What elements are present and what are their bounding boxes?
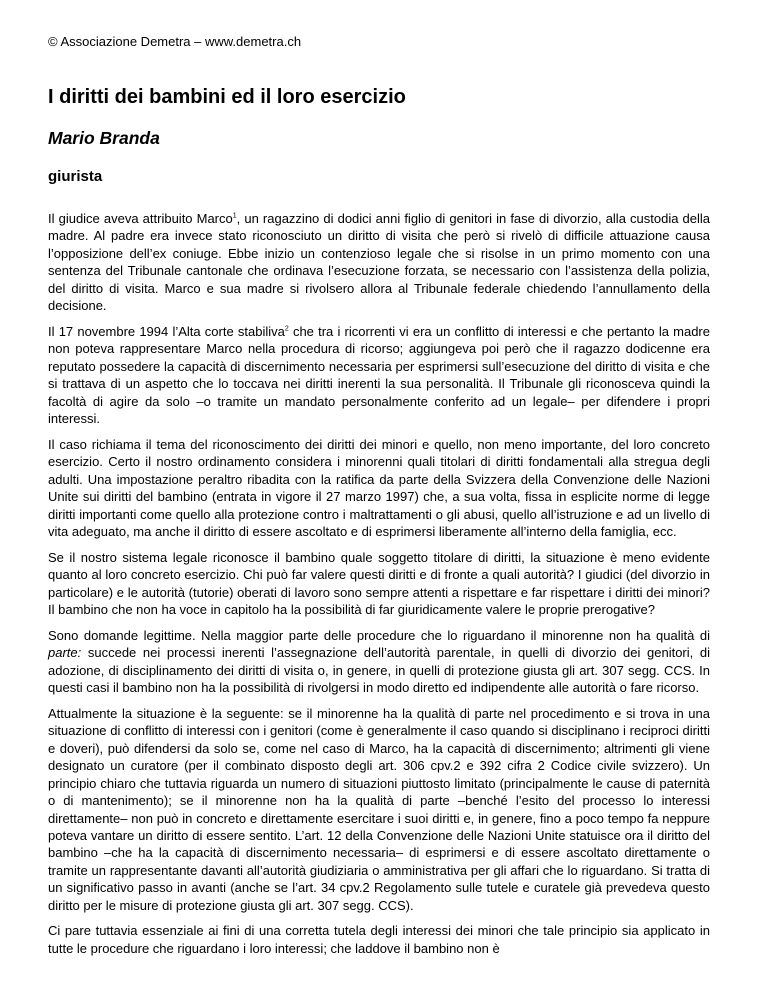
footnote-ref-1: 1 bbox=[232, 212, 237, 220]
paragraph-5-emphasis: parte: bbox=[48, 645, 82, 661]
paragraph-1 bbox=[48, 210, 710, 314]
paragraph-3: Il caso richiama il tema del riconoscimento dei diritti dei minori e quello, non meno importante, del loro concreto esercizio. Certo il nostro ordinamento considera i minorenni quali titolari di diritti fondamentali alla stregua degli adulti. Una impostazione peraltro ribadita con la ratifica da parte della Svizzera della Convenzione delle Nazioni Unite sui diritti del bambino (entrata in vigore il 27 marzo 1997) che, a sua volta, fissa in esplicite norme di legge diritti importanti come quello alla protezione contro i maltrattamenti o gli abusi, quello all’istruzione e ad un livello di vita adeguato, ma anche il diritto di essere ascoltato e di esprimersi liberamente all’interno della famiglia, ecc. bbox=[48, 436, 710, 539]
article-title: I diritti dei bambini ed il loro esercizio bbox=[48, 86, 406, 108]
paragraph-5-rest: succede nei processi inerenti l’assegnazione dell’autorità parentale, in quelli di divorzio dei genitori, di adozione, di disciplinamento dei diritti di visita o, in genere, in quelli di protezione giusta gli art. 307 segg. CCS. In questi casi il bambino non ha la possibilità di rivolgersi in modo diretto ed indipendente alle autorità o fare ricorso. bbox=[48, 645, 710, 696]
footnote-ref-2: 2 bbox=[284, 325, 289, 333]
paragraph-2-start: Il 17 novembre 1994 l’Alta corte stabiliva bbox=[48, 323, 285, 339]
paragraph-5-start: Sono domande legittime. Nella maggior parte delle procedure che lo riguardano il minorenne non ha qualità di bbox=[48, 627, 710, 643]
paragraph-2-rest: che tra i ricorrenti vi era un conflitto di interessi e che pertanto la madre non poteva rappresentare Marco nella procedura di ricorso; aggiungeva poi però che il ragazzo dodicenne era reputato possedere la capacità di discernimento necessaria per esprimersi sull’esecuzione del diritto di visita e che si trattava di un aspetto che lo toccava nei diritti inerenti la sua personalità. Il Tribunale gli riconosceva quindi la facoltà di agire da solo –o tramite un mandato personalmente conferito ad un legale– per difendere i propri interessi. bbox=[48, 323, 710, 426]
paragraph-7: Ci pare tuttavia essenziale ai fini di una corretta tutela degli interessi dei minori che tale principio sia applicato in tutte le procedure che riguardano i loro interessi; che laddove il bambino non è bbox=[48, 923, 710, 956]
paragraph-5 bbox=[48, 627, 710, 697]
paragraph-1-rest: , un ragazzino di dodici anni figlio di genitori in fase di divorzio, alla custodia della madre. Al padre era invece stato riconosciuto un diritto di visita che però si rivelò di difficile attuazione causa l’opposizione dell’ex coniuge. Ebbe inizio un contenzioso legale che si risolse in un primo momento con una sentenza del Tribunale cantonale che ordinava l’esecuzione forzata, se necessario con l’assistenza della polizia, del diritto di visita. Marco e sua madre si rivolsero allora al Tribunale federale chiedendo l’annullamento della decisione. bbox=[48, 211, 711, 314]
article-body bbox=[48, 210, 710, 966]
paragraph-1-start: Il giudice aveva attribuito Marco bbox=[48, 211, 233, 226]
copyright-header: © Associazione Demetra – www.demetra.ch bbox=[48, 34, 302, 49]
article-author: Mario Branda bbox=[48, 128, 160, 148]
paragraph-6: Attualmente la situazione è la seguente: se il minorenne ha la qualità di parte nel procedimento e si trova in una situazione di conflitto di interessi con i genitori (come è generalmente il caso quando si disciplinano i reciproci diritti e doveri), può difendersi da solo se, come nel caso di Marco, ha la capacità di discernimento; altrimenti gli viene designato un curatore (per il combinato disposto degli art. 306 cpv.2 e 392 cifra 2 Codice civile svizzero). Un principio chiaro che tuttavia riguarda un numero di situazioni piuttosto limitato (principalmente le cause di paternità o di mantenimento); se il minorenne non ha la qualità di parte –benché l’esito del processo lo interessi direttamente– non può in concreto e direttamente esercitare i suoi diritti e, in genere, fino a poco tempo fa neppure poteva vantare un diritto di essere sentito. L’art. 12 della Convenzione delle Nazioni Unite statuisce ora il diritto del bambino –che ha la capacità di discernimento necessaria– di esprimersi e di essere ascoltato direttamente o tramite un rappresentante davanti all’autorità giudiziaria o amministrativa per gli affari che lo riguardano. Si tratta di un significativo passo in avanti (anche se l’art. 34 cpv.2 Regolamento sulle tutele e curatele già prevedeva questo diritto per le misure di protezione giusta gli art. 307 segg. CCS). bbox=[48, 706, 710, 913]
author-role: giurista bbox=[48, 168, 103, 185]
paragraph-2 bbox=[48, 323, 710, 427]
paragraph-4: Se il nostro sistema legale riconosce il bambino quale soggetto titolare di diritti, la situazione è meno evidente quanto al loro concreto esercizio. Chi può far valere questi diritti e di fronte a quali autorità? I giudici (del divorzio in particolare) e le autorità (tutorie) oberati di lavoro sono sempre attenti a rispettare e far rispettare i diritti dei minori? Il bambino che non ha voce in capitolo ha la possibilità di far giuridicamente valere le proprie prerogative? bbox=[48, 549, 710, 618]
